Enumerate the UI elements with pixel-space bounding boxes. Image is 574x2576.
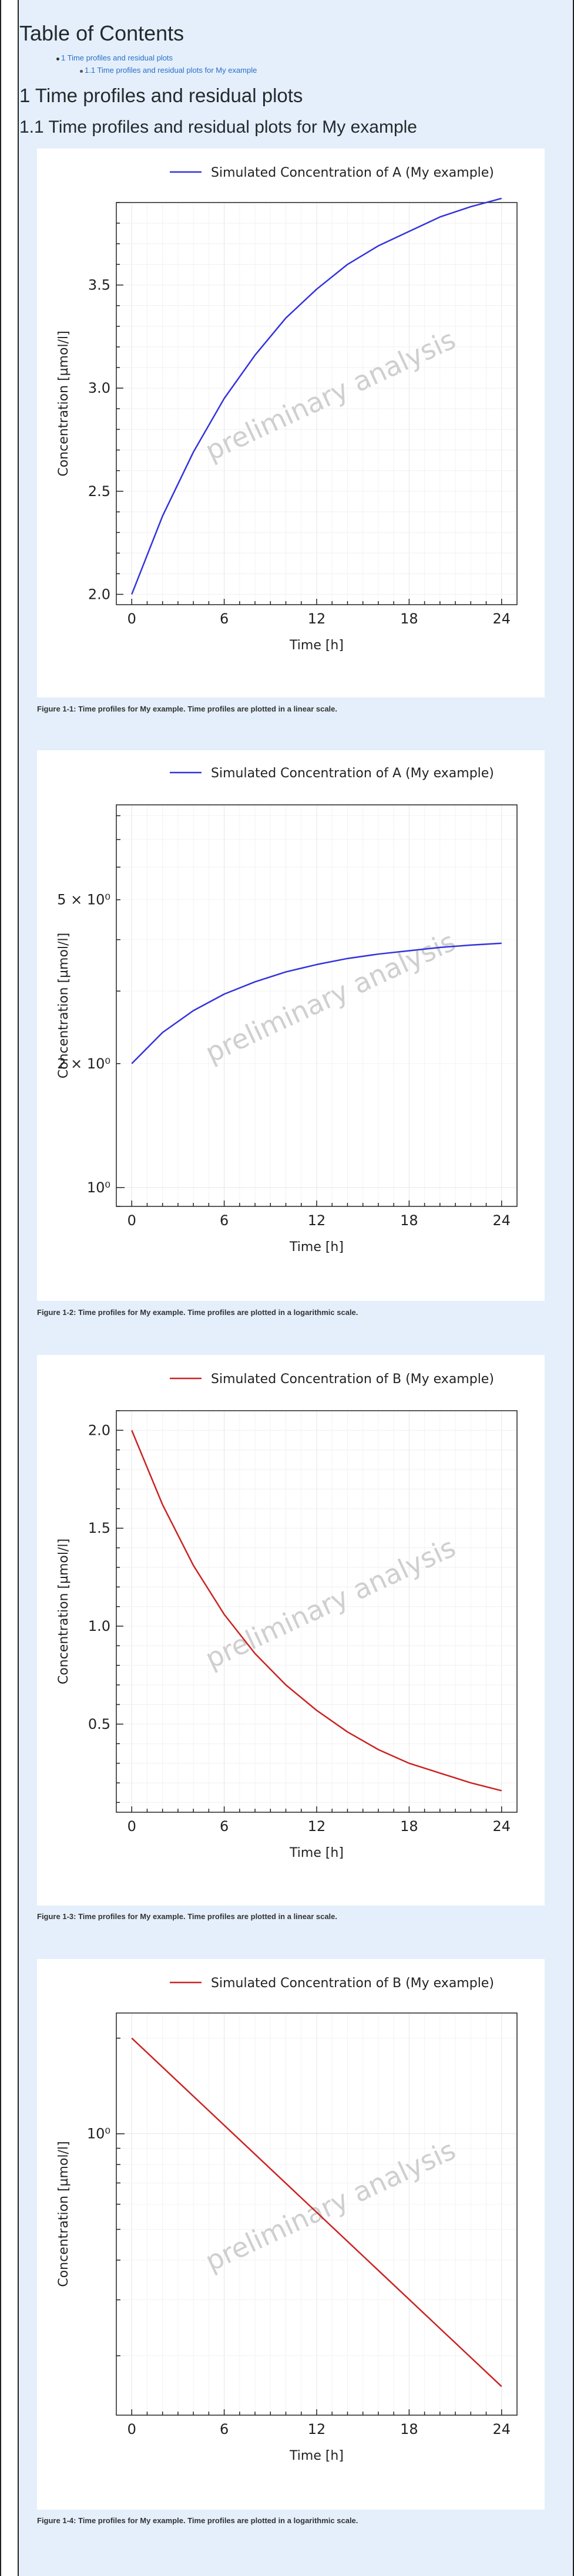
subsection-heading: 1.1 Time profiles and residual plots for My example bbox=[19, 117, 417, 137]
x-axis-label: Time [h] bbox=[290, 1846, 344, 1860]
figure-panel-2 bbox=[37, 750, 545, 1301]
legend bbox=[170, 1976, 494, 1991]
x-tick-label: 24 bbox=[492, 1818, 511, 1835]
inner-border bbox=[18, 0, 19, 2576]
toc-bullet bbox=[56, 58, 59, 60]
toc-link-section-1[interactable]: 1 Time profiles and residual plots bbox=[61, 53, 173, 62]
y-axis-label: Concentration [µmol/l] bbox=[56, 331, 71, 477]
y-axis-label: Concentration [µmol/l] bbox=[56, 1538, 71, 1685]
x-tick-label: 24 bbox=[492, 1212, 511, 1229]
x-tick-label: 24 bbox=[492, 2421, 511, 2437]
x-tick-label: 6 bbox=[219, 2421, 229, 2437]
figure-panel-4 bbox=[37, 1959, 545, 2510]
y-tick-label: 3.5 bbox=[88, 277, 110, 294]
x-tick-label: 12 bbox=[307, 2421, 326, 2437]
y-tick-label: 10⁰ bbox=[86, 2125, 110, 2142]
legend-label: Simulated Concentration of B (My example) bbox=[211, 1976, 494, 1991]
x-tick-label: 6 bbox=[219, 611, 229, 627]
legend-label: Simulated Concentration of B (My example) bbox=[211, 1372, 494, 1387]
figure-caption-2: Figure 1-2: Time profiles for My example. Time profiles are plotted in a logarithmic scale. bbox=[37, 1308, 358, 1317]
section-heading: 1 Time profiles and residual plots bbox=[19, 85, 303, 106]
y-axis bbox=[87, 2038, 125, 2356]
y-tick-label: 1.5 bbox=[88, 1520, 110, 1537]
watermark: preliminary analysis bbox=[200, 2133, 461, 2278]
y-axis-label: Concentration [µmol/l] bbox=[56, 2141, 71, 2287]
x-tick-label: 18 bbox=[400, 1818, 418, 1835]
watermark: preliminary analysis bbox=[200, 1531, 461, 1675]
x-axis bbox=[127, 1806, 511, 1835]
chart-2 bbox=[37, 750, 545, 1301]
legend-label: Simulated Concentration of A (My example) bbox=[211, 166, 494, 180]
toc-bullet bbox=[80, 70, 83, 73]
x-tick-label: 24 bbox=[492, 611, 511, 627]
y-tick-label: 1.0 bbox=[88, 1618, 110, 1635]
x-axis-label: Time [h] bbox=[290, 638, 344, 653]
legend-label: Simulated Concentration of A (My example) bbox=[211, 766, 494, 781]
toc-link-section-1-1[interactable]: 1.1 Time profiles and residual plots for My example bbox=[85, 66, 257, 75]
x-tick-label: 12 bbox=[307, 1818, 326, 1835]
y-tick-label: 2 × 10⁰ bbox=[57, 1055, 110, 1072]
x-axis bbox=[127, 2409, 511, 2437]
x-tick-label: 0 bbox=[127, 1818, 136, 1835]
legend bbox=[170, 1372, 494, 1387]
x-tick-label: 18 bbox=[400, 611, 418, 627]
x-tick-label: 0 bbox=[127, 1212, 136, 1229]
y-axis bbox=[88, 203, 123, 602]
y-tick-label: 3.0 bbox=[88, 380, 110, 397]
x-tick-label: 12 bbox=[307, 611, 326, 627]
x-tick-label: 18 bbox=[400, 2421, 418, 2437]
y-tick-label: 2.0 bbox=[88, 1422, 110, 1439]
watermark: preliminary analysis bbox=[200, 925, 461, 1069]
y-axis-label: Concentration [µmol/l] bbox=[56, 932, 71, 1079]
y-tick-label: 2.5 bbox=[88, 483, 110, 500]
figure-panel-1 bbox=[37, 149, 545, 697]
legend bbox=[170, 166, 494, 180]
x-axis bbox=[127, 1201, 511, 1229]
x-tick-label: 0 bbox=[127, 2421, 136, 2437]
figure-panel-3 bbox=[37, 1355, 545, 1906]
y-tick-label: 5 × 10⁰ bbox=[57, 891, 110, 908]
chart-3 bbox=[37, 1355, 545, 1906]
x-tick-label: 18 bbox=[400, 1212, 418, 1229]
x-axis bbox=[127, 599, 511, 627]
chart-1 bbox=[37, 149, 545, 697]
y-tick-label: 2.0 bbox=[88, 586, 110, 603]
x-axis-label: Time [h] bbox=[290, 2449, 344, 2463]
watermark: preliminary analysis bbox=[200, 323, 461, 467]
x-tick-label: 12 bbox=[307, 1212, 326, 1229]
legend bbox=[170, 766, 494, 781]
left-border bbox=[0, 0, 1, 2576]
figure-caption-1: Figure 1-1: Time profiles for My example. Time profiles are plotted in a linear scale. bbox=[37, 704, 338, 713]
figure-caption-3: Figure 1-3: Time profiles for My example. Time profiles are plotted in a linear scale. bbox=[37, 1912, 338, 1921]
toc-title: Table of Contents bbox=[19, 21, 184, 45]
x-axis-label: Time [h] bbox=[290, 1240, 344, 1255]
figure-caption-4: Figure 1-4: Time profiles for My example. Time profiles are plotted in a logarithmic scale. bbox=[37, 2516, 358, 2525]
x-tick-label: 6 bbox=[219, 1818, 229, 1835]
x-tick-label: 0 bbox=[127, 611, 136, 627]
y-tick-label: 0.5 bbox=[88, 1715, 110, 1732]
y-tick-label: 10⁰ bbox=[86, 1179, 110, 1196]
x-tick-label: 6 bbox=[219, 1212, 229, 1229]
chart-4 bbox=[37, 1959, 545, 2510]
y-axis bbox=[88, 1411, 123, 1802]
